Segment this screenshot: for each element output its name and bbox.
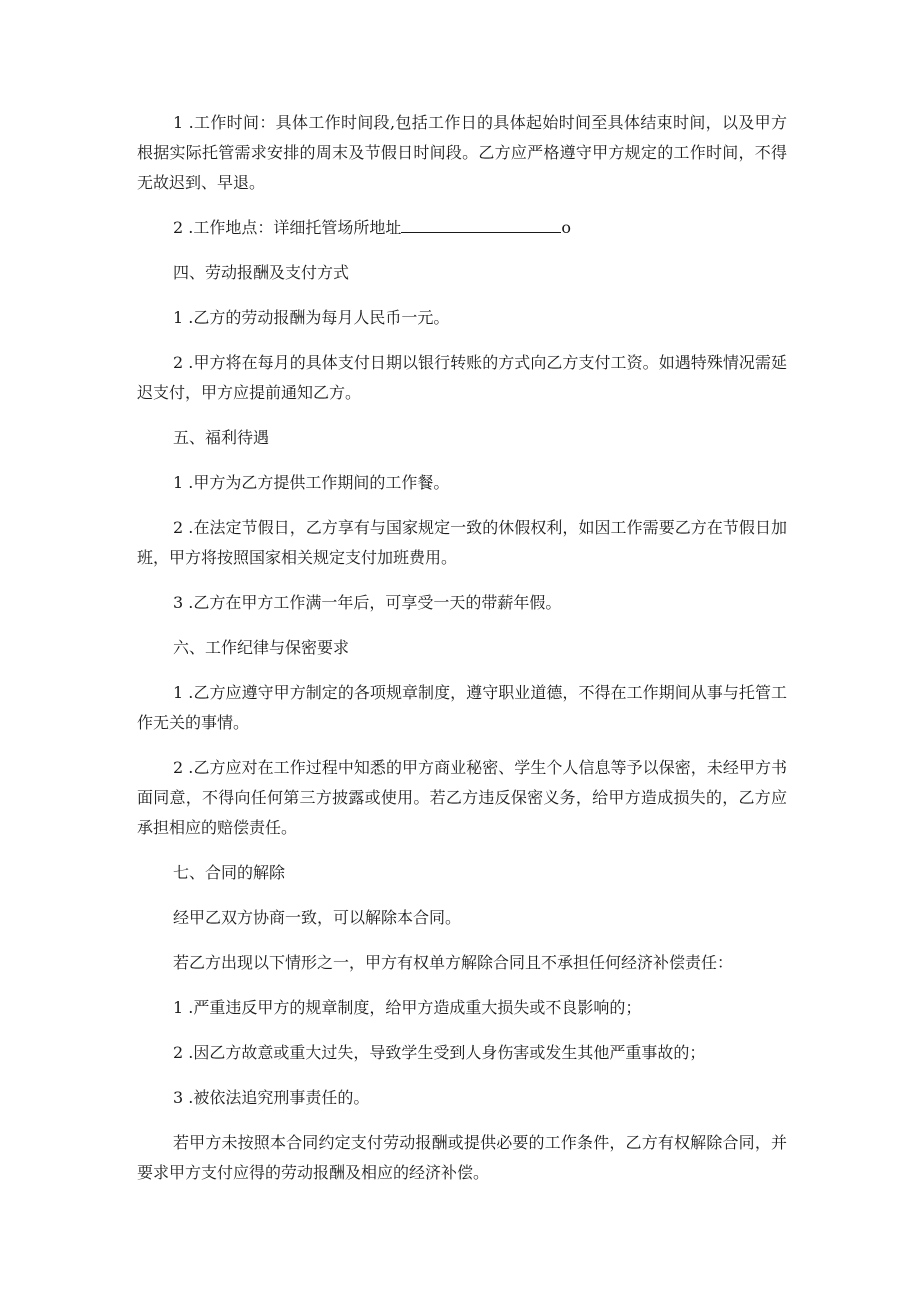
section-4-heading: 四、劳动报酬及支付方式 [173, 263, 350, 282]
work-location-label: 2 .工作地点：详细托管场所地址 [173, 218, 402, 237]
work-location-suffix: o [561, 218, 571, 237]
section-6-item-2: 2 .乙方应对在工作过程中知悉的甲方商业秘密、学生个人信息等予以保密，未经甲方书面同意，不得向任何第三方披露或使用。若乙方违反保密义务，给甲方造成损失的，乙方应承担相应的赔偿责任。 [137, 758, 787, 837]
section-7-paragraph-1: 经甲乙双方协商一致，可以解除本合同。 [173, 908, 462, 927]
section-5-item-3: 3 .乙方在甲方工作满一年后，可享受一天的带薪年假。 [173, 593, 562, 612]
section-4-item-2: 2 .甲方将在每月的具体支付日期以银行转账的方式向乙方支付工资。如遇特殊情况需延迟支付，甲方应提前通知乙方。 [137, 353, 787, 402]
address-blank-line [401, 216, 561, 233]
section-7-paragraph-2: 若乙方出现以下情形之一，甲方有权单方解除合同且不承担任何经济补偿责任： [173, 953, 734, 972]
section-7-paragraph-3: 若甲方未按照本合同约定支付劳动报酬或提供必要的工作条件，乙方有权解除合同，并要求甲方支付应得的劳动报酬及相应的经济补偿。 [137, 1133, 787, 1182]
section-7-heading: 七、合同的解除 [173, 863, 286, 882]
section-5-item-2: 2 .在法定节假日，乙方享有与国家规定一致的休假权利，如因工作需要乙方在节假日加班，甲方将按照国家相关规定支付加班费用。 [137, 518, 787, 567]
work-time-clause: 1 .工作时间：具体工作时间段,包括工作日的具体起始时间至具体结束时间，以及甲方根据实际托管需求安排的周末及节假日时间段。乙方应严格遵守甲方规定的工作时间，不得无故迟到、早退。 [137, 113, 787, 192]
document-body [137, 108, 787, 1203]
work-location-clause [137, 213, 787, 243]
section-7-item-3: 3 .被依法追究刑事责任的。 [173, 1088, 370, 1107]
section-7-item-2: 2 .因乙方故意或重大过失，导致学生受到人身伤害或发生其他严重事故的； [173, 1043, 706, 1062]
section-7-item-1: 1 .严重违反甲方的规章制度，给甲方造成重大损失或不良影响的； [173, 998, 642, 1017]
section-5-heading: 五、福利待遇 [173, 428, 270, 447]
section-6-heading: 六、工作纪律与保密要求 [173, 638, 350, 657]
section-6-item-1: 1 .乙方应遵守甲方制定的各项规章制度，遵守职业道德，不得在工作期间从事与托管工作无关的事情。 [137, 683, 787, 732]
section-4-item-1: 1 .乙方的劳动报酬为每月人民币一元。 [173, 308, 450, 327]
section-5-item-1: 1 .甲方为乙方提供工作期间的工作餐。 [173, 473, 450, 492]
